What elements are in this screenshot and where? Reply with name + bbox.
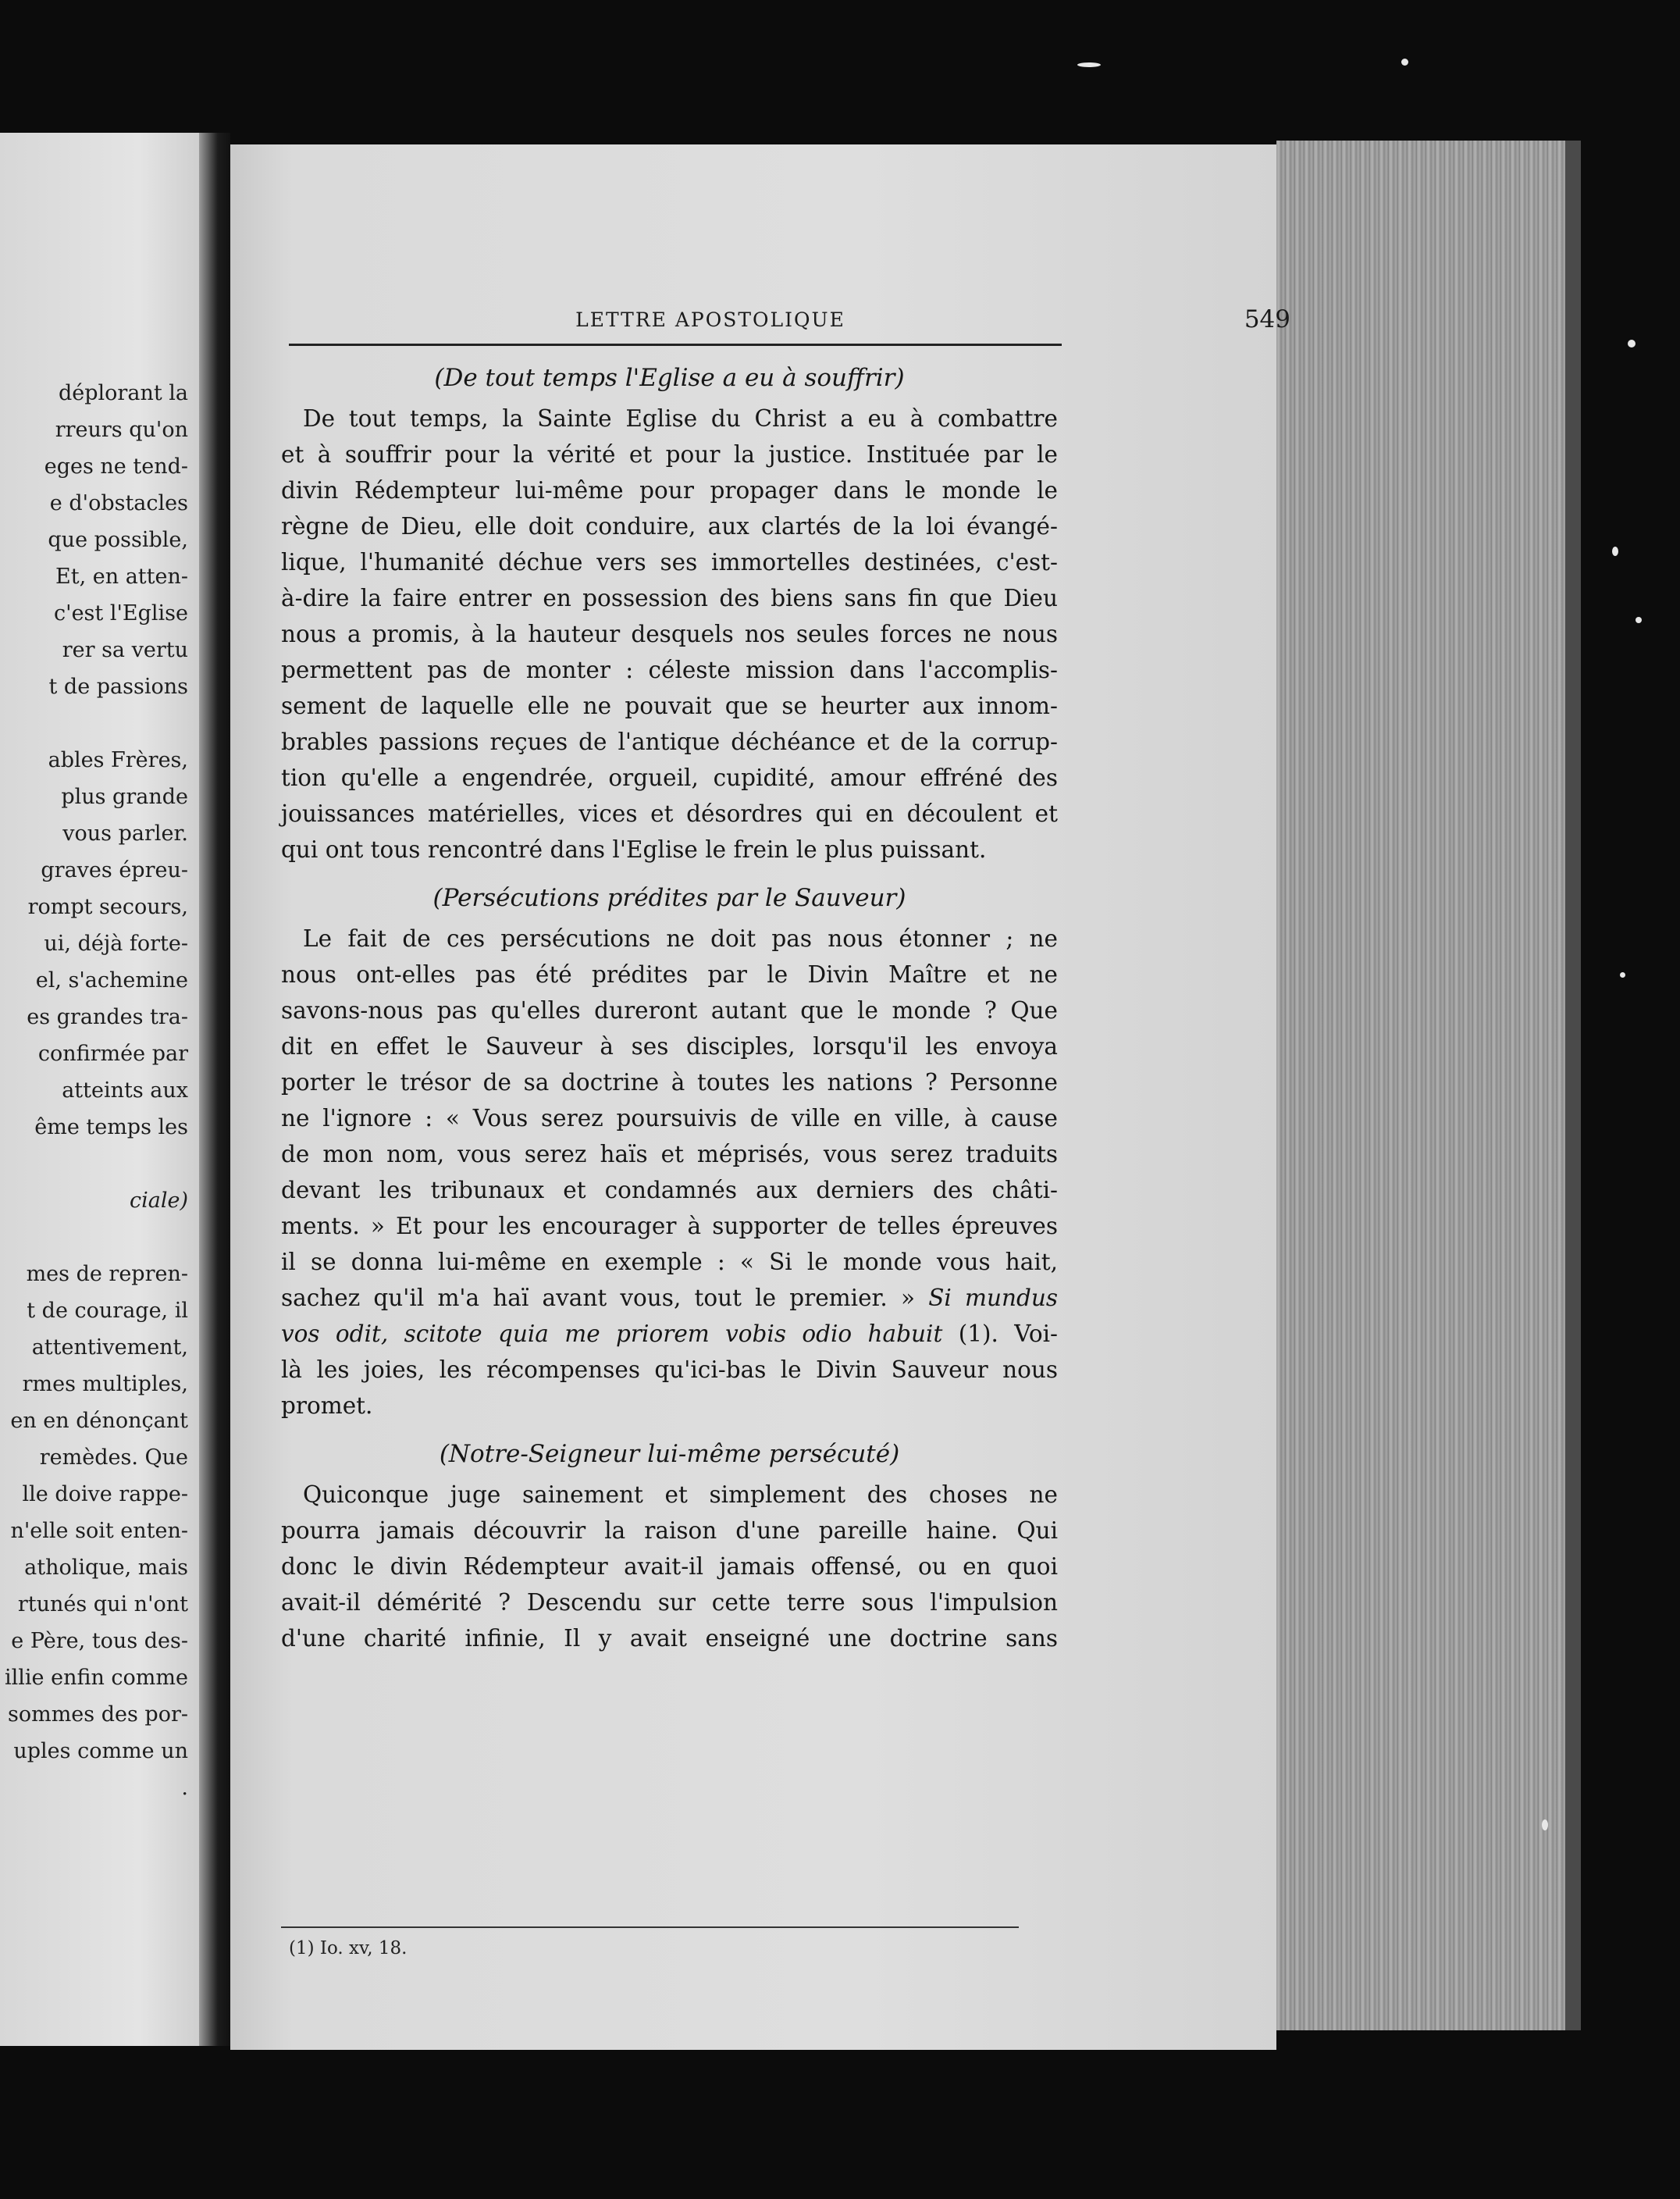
text-line: nous ont-elles pas été prédites par le Divin Maître et ne [281, 961, 1058, 988]
text-line-with-latin [281, 1316, 1058, 1352]
text-line: il se donna lui-même en exemple : « Si le monde vous hait, [281, 1249, 1058, 1275]
text-line: et à souffrir pour la vérité et pour la justice. Instituée par le [281, 441, 1058, 468]
left-line: es grandes tra- [27, 1005, 188, 1029]
left-line [5, 705, 188, 742]
left-line: atteints aux [62, 1078, 188, 1103]
left-line: Et, en atten- [55, 565, 188, 589]
text-line: donc le divin Rédempteur avait-il jamais offensé, ou en quoi [281, 1553, 1058, 1580]
text-line: d'une charité infinie, Il y avait enseigné une doctrine sans [281, 1625, 1058, 1652]
left-line: t de courage, il [27, 1299, 188, 1323]
left-page-text [5, 375, 188, 1806]
text-line: ne l'ignore : « Vous serez poursuivis de ville en ville, à cause [281, 1105, 1058, 1132]
left-line [5, 1146, 188, 1182]
text-line: Quiconque juge sainement et simplement des choses ne [303, 1481, 1058, 1508]
scan-speck [1542, 1819, 1548, 1830]
left-line: ciale) [129, 1189, 188, 1213]
left-line: déplorant la [59, 381, 188, 405]
scan-speck [1620, 972, 1625, 978]
left-line [5, 1219, 188, 1256]
left-line: graves épreu- [41, 858, 188, 882]
text-line: avait-il démérité ? Descendu sur cette terre sous l'impulsion [281, 1589, 1058, 1616]
text-line: de mon nom, vous serez haïs et méprisés, vous serez traduits [281, 1141, 1058, 1167]
text-line: tion qu'elle a engendrée, orgueil, cupidité, amour effréné des [281, 764, 1058, 791]
left-line: attentivement, [31, 1335, 188, 1360]
left-line: sommes des por- [7, 1702, 188, 1727]
left-line: plus grande [61, 785, 188, 809]
left-line: remèdes. Que [39, 1445, 188, 1470]
left-line: mes de repren- [26, 1262, 188, 1286]
text-line: pourra jamais découvrir la raison d'une pareille haine. Qui [281, 1517, 1058, 1544]
text-line: permettent pas de monter : céleste mission dans l'accomplis- [281, 657, 1058, 683]
scan-speck [1636, 617, 1642, 623]
text-line: brables passions reçues de l'antique déchéance et de la corrup- [281, 729, 1058, 755]
left-line: confirmée par [37, 1042, 188, 1066]
left-line: rmes multiples, [22, 1372, 188, 1396]
text-line: lique, l'humanité déchue vers ses immortelles destinées, c'est- [281, 549, 1058, 576]
text-line: règne de Dieu, elle doit conduire, aux clartés de la loi évangé- [281, 513, 1058, 540]
book-page [230, 144, 1290, 2050]
text-line: Le fait de ces persécutions ne doit pas nous étonner ; ne [303, 925, 1058, 952]
text-line: qui ont tous rencontré dans l'Eglise le frein le plus puissant. [281, 836, 987, 863]
text-line: divin Rédempteur lui-même pour propager dans le monde le [281, 477, 1058, 504]
text-line: nous a promis, à la hauteur desquels nos seules forces ne nous [281, 621, 1058, 647]
left-line: ables Frères, [48, 748, 188, 772]
text-line: devant les tribunaux et condamnés aux derniers des châti- [281, 1177, 1058, 1203]
left-line: eges ne tend- [44, 454, 188, 479]
text-line: promet. [281, 1392, 373, 1419]
left-line: ui, déjà forte- [44, 932, 188, 956]
text-span: Voi- [1014, 1320, 1059, 1347]
left-line: n'elle soit enten- [10, 1519, 188, 1543]
book-gutter [199, 133, 230, 2046]
footnote-rule [281, 1926, 1019, 1928]
page-number: 549 [1244, 305, 1290, 333]
text-line: porter le trésor de sa doctrine à toutes les nations ? Personne [281, 1069, 1058, 1096]
book-cover-edge [1565, 141, 1581, 2030]
text-span: sachez qu'il m'a haï avant vous, tout le premier. » [281, 1285, 915, 1311]
text-line: dit en effet le Sauveur à ses disciples, lorsqu'il les envoya [281, 1033, 1058, 1060]
section-heading: (Persécutions prédites par le Sauveur) [432, 884, 906, 912]
text-line: jouissances matérielles, vices et désordres qui en découlent et [281, 800, 1058, 827]
text-line: à-dire la faire entrer en possession des biens sans fin que Dieu [281, 585, 1058, 611]
text-line: De tout temps, la Sainte Eglise du Christ a eu à combattre [303, 405, 1058, 432]
footnote-ref: (1). [958, 1320, 998, 1347]
latin-quote: Si mundus [928, 1285, 1059, 1311]
left-line: . [181, 1776, 188, 1800]
left-page [0, 133, 199, 2046]
scan-speck [1401, 59, 1408, 66]
left-line: atholique, mais [24, 1556, 188, 1580]
left-line: rer sa vertu [62, 638, 188, 662]
left-line: rtunés qui n'ont [17, 1592, 188, 1616]
left-line: lle doive rappe- [22, 1482, 188, 1506]
left-line: t de passions [48, 675, 188, 699]
scan-speck [1628, 340, 1636, 347]
book-page-edges [1276, 141, 1565, 2030]
left-line: en en dénonçant [10, 1409, 188, 1433]
left-line: illie enfin comme [4, 1666, 188, 1690]
left-line: vous parler. [62, 822, 188, 846]
scan-speck [1077, 62, 1101, 67]
left-line: rreurs qu'on [55, 418, 188, 442]
page-body [281, 355, 1058, 1656]
text-line: savons-nous pas qu'elles dureront autant que le monde ? Que [281, 997, 1058, 1024]
left-line: rompt secours, [27, 895, 188, 919]
text-line: sement de laquelle elle ne pouvait que se heurter aux innom- [281, 693, 1058, 719]
header-rule [289, 344, 1062, 346]
left-line: el, s'achemine [35, 968, 188, 993]
left-line: c'est l'Eglise [54, 601, 188, 625]
section-heading: (De tout temps l'Eglise a eu à souffrir) [434, 364, 905, 392]
left-line: ême temps les [34, 1115, 188, 1139]
scan-speck [1612, 547, 1618, 556]
text-line-with-latin [281, 1280, 1058, 1316]
running-head [289, 305, 1308, 340]
left-line: uples comme un [13, 1739, 188, 1763]
left-line: e d'obstacles [49, 491, 188, 515]
text-line: là les joies, les récompenses qu'ici-bas le Divin Sauveur nous [281, 1356, 1058, 1383]
latin-quote: vos odit, scitote quia me priorem vobis odio habuit [281, 1320, 943, 1347]
text-line: ments. » Et pour les encourager à supporter de telles épreuves [281, 1213, 1058, 1239]
running-title: LETTRE APOSTOLIQUE [575, 308, 845, 331]
left-line: e Père, tous des- [11, 1629, 188, 1653]
section-heading: (Notre-Seigneur lui-même persécuté) [439, 1440, 900, 1468]
footnote: (1) Io. xv, 18. [289, 1938, 408, 1958]
left-line: que possible, [48, 528, 188, 552]
